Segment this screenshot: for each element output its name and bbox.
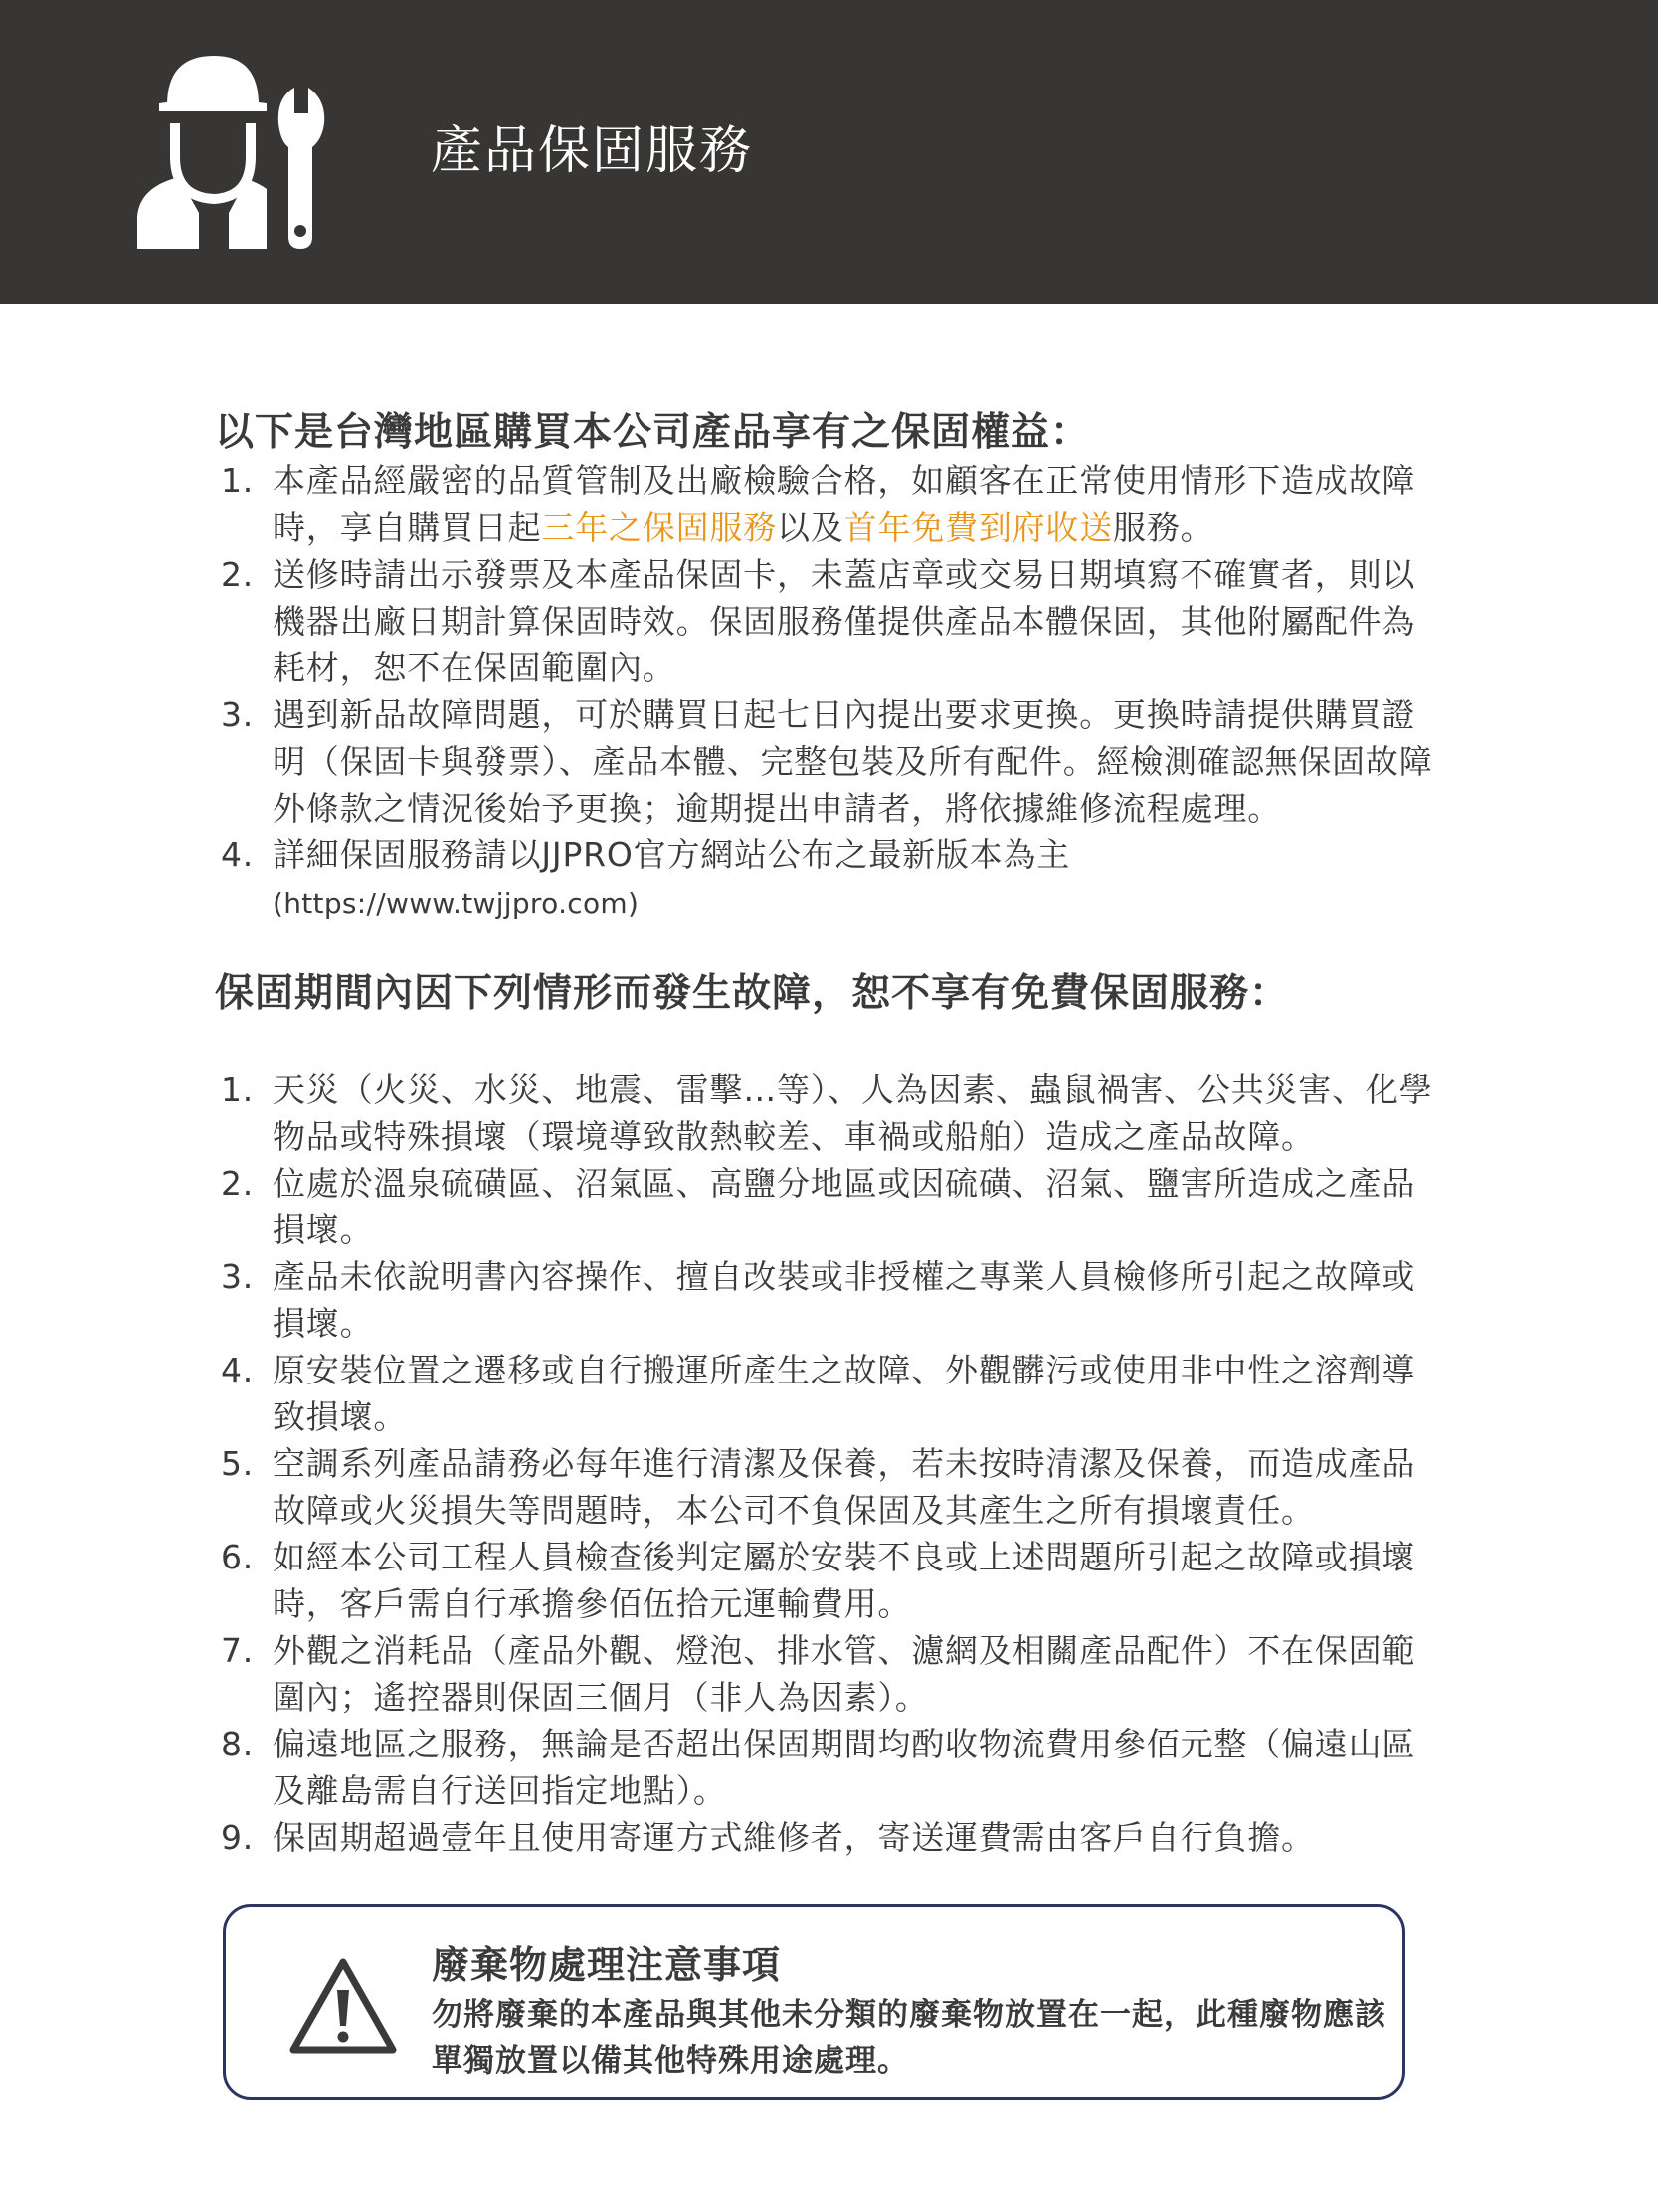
technician-wrench-icon	[129, 48, 338, 257]
highlight-free-pickup: 首年免費到府收送	[843, 508, 1114, 547]
list-item: 3. 遇到新品故障問題，可於購買日起七日內提出要求更換。更換時請提供購買證明（保固卡與發票）、產品本體、完整包裝及所有配件。經檢測確認無保固故障外條款之情況後始予更換；逾期提出申請者，將依據維修流程處理。	[221, 695, 1433, 828]
website-link[interactable]: (https://www.twjjpro.com)	[273, 887, 640, 920]
exclusions-section-title: 保固期間內因下列情形而發生故障，恕不享有免費保固服務：	[215, 971, 1290, 1015]
notice-body: 勿將廢棄的本產品與其他未分類的廢棄物放置在一起，此種廢物應該單獨放置以備其他特殊用途處理。	[432, 1997, 1386, 2079]
list-item: 2. 位處於溫泉硫磺區、沼氣區、高鹽分地區或因硫磺、沼氣、鹽害所造成之產品損壞。	[221, 1164, 1416, 1249]
list-item: 1. 天災（火災、水災、地震、雷擊…等）、人為因素、蟲鼠禍害、公共災害、化學物品或特殊損壞（環境導致散熱較差、車禍或船舶）造成之產品故障。	[221, 1070, 1433, 1156]
notice-title: 廢棄物處理注意事項	[432, 1943, 782, 1987]
list-item: 4. 原安裝位置之遷移或自行搬運所產生之故障、外觀髒污或使用非中性之溶劑導致損壞。	[221, 1351, 1416, 1436]
list-item: 2. 送修時請出示發票及本產品保固卡，未蓋店章或交易日期填寫不確實者，則以機器出廠日期計算保固時效。保固服務僅提供產品本體保固，其他附屬配件為耗材，恕不在保固範圍內。	[221, 555, 1416, 687]
exclusions-list	[221, 1066, 1434, 1861]
list-item: 8. 偏遠地區之服務，無論是否超出保固期間均酌收物流費用參佰元整（偏遠山區及離島需自行送回指定地點）。	[221, 1725, 1416, 1810]
list-item: 3. 產品未依說明書內容操作、擅自改裝或非授權之專業人員檢修所引起之故障或損壞。	[221, 1257, 1416, 1343]
warranty-list	[221, 458, 1434, 927]
page-title: 產品保固服務	[431, 121, 754, 181]
warning-triangle-icon	[287, 1956, 399, 2056]
list-item: 1. 本產品經嚴密的品質管制及出廠檢驗合格，如顧客在正常使用情形下造成故障時，享自購買日起三年之保固服務以及首年免費到府收送服務。	[221, 461, 1416, 547]
warranty-section-title: 以下是台灣地區購買本公司產品享有之保固權益：	[215, 410, 1091, 455]
list-item: 5. 空調系列產品請務必每年進行清潔及保養，若未按時清潔及保養，而造成產品故障或火災損失等問題時，本公司不負保固及其產生之所有損壞責任。	[221, 1444, 1416, 1530]
waste-disposal-notice	[223, 1904, 1405, 2100]
list-item: 6. 如經本公司工程人員檢查後判定屬於安裝不良或上述問題所引起之故障或損壞時，客戶需自行承擔參佰伍拾元運輸費用。	[221, 1538, 1416, 1623]
list-item: 4. 詳細保固服務請以JJPRO官方網站公布之最新版本為主 (https://www.twjjpro.com)	[221, 835, 1071, 920]
page-header	[0, 0, 1658, 304]
highlight-warranty-period: 三年之保固服務	[541, 508, 778, 547]
list-item: 9. 保固期超過壹年且使用寄運方式維修者，寄送運費需由客戶自行負擔。	[221, 1818, 1315, 1857]
list-item: 7. 外觀之消耗品（產品外觀、燈泡、排水管、濾網及相關產品配件）不在保固範圍內；遙控器則保固三個月（非人為因素）。	[221, 1631, 1416, 1717]
